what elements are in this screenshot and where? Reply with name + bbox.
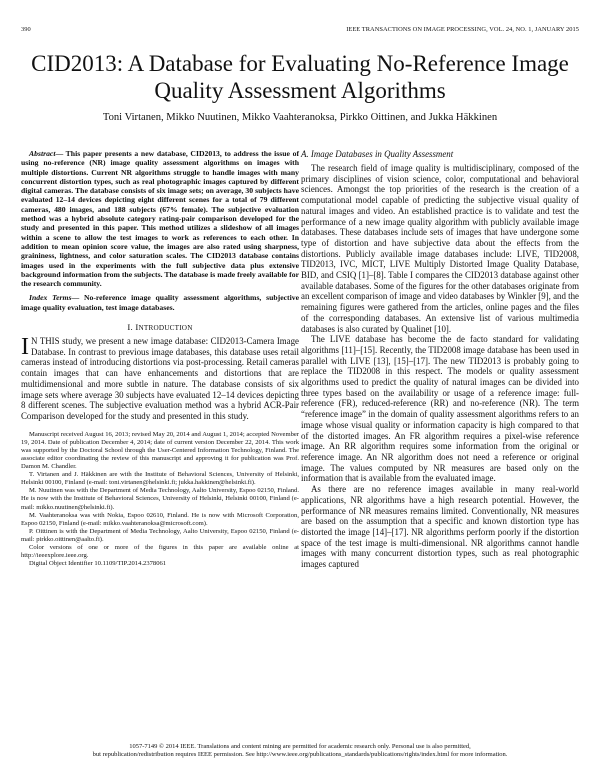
abstract-label: Abstract: [29, 149, 56, 158]
abstract: [21, 149, 299, 288]
copyright-footer: [20, 743, 580, 759]
body-paragraph: The LIVE database has become the de facto standard for validating algorithms [11]–[15]. Recently, the TID2008 image database has been used in parallel with LIVE [13], [15]–[17]. The new TID2013 is probably going to replace the TID2008 in this respect. The models or quality assessment algorithms used to predict the quality of natural images can be divided into three types based on the availability or usage of a reference image: full-reference (FR), reduced-reference (RR) and no-reference (NR). The term “reference image” in the domain of quality assessment algorithms refers to an image whose visual quality or information capacity is high compared to that of the distorted images. An FR algorithm requires a pixel-wise reference image. An RR algorithm requires some information from the original or reference image. An NR algorithm does not need a reference or original image. The values computed by NR measures are based only on the information that is available from the evaluated image.: [301, 334, 579, 484]
introduction-paragraph: [21, 336, 299, 422]
section-initial: I: [135, 322, 139, 333]
section-title-rest: NTRODUCTION: [138, 324, 193, 333]
page-number: 390: [21, 26, 31, 33]
running-header: [21, 26, 579, 33]
author-list: Toni Virtanen, Mikko Nuutinen, Mikko Vaahteranoksa, Pirkko Oittinen, and Jukka Häkkinen: [102, 112, 498, 123]
footnote-author-2: M. Nuutinen was with the Department of Media Technology, Aalto University, Espoo 02150, Finland. He is now with the Institute of Behavioral Sciences, University of Helsinki, Helsinki 00100, Finland (e-mail: mikko.nuutinen@helsinki.fi).: [21, 487, 299, 511]
footnote-author-1: T. Virtanen and J. Häkkinen are with the Institute of Behavioral Sciences, University of Helsinki, Helsinki 00100, Finland (e-mail: toni.virtanen@helsinki.fi; jukka.hakkinen@helsinki.fi).: [21, 471, 299, 487]
paper-title: CID2013: A Database for Evaluating No-Reference Image Quality Assessment Algorithms: [31, 51, 569, 103]
section-numeral: I.: [127, 322, 133, 333]
footnote-manuscript: Manuscript received August 16, 2013; revised May 20, 2014 and August 1, 2014; accepted November 19, 2014. Date of publication December 4, 2014; date of current version December 22, 2014. This work was supported by the Doctoral School through the User-Centered Information Technology, Finland. The associate editor coordinating the review of this manuscript and approving it for publication was Prof. Damon M. Chandler.: [21, 430, 299, 471]
index-terms-text: — No-reference image quality assessment algorithms, subjective image quality evaluation, test image databases.: [21, 293, 299, 312]
abstract-text: — This paper presents a new database, CID2013, to address the issue of using no-reference (NR) image quality assessment algorithms on images with multiple distortions. Current NR algorithms struggle to handle images with many concurrent distortion types, such as real photographic images captured by different digital cameras. The database consists of six image sets; on average, 30 subjects have evaluated 12–14 devices depicting eight different scenes for a total of 79 different cameras, 480 images, and 188 subjects (67% female). The subjective evaluation method was a hybrid absolute category rating-pair comparison developed for the study and presented in this paper. This method utilizes a slideshow of all images within a scene to allow the test images to work as references to each other. In addition to mean opinion score value, the images are also rated using sharpness, graininess, lightness, and color saturation scales. The CID2013 database contains images used in the experiments with the full subjective data plus extensive background information from the subjects. The database is made freely available for the research community.: [21, 149, 299, 289]
right-column: [301, 149, 579, 570]
body-paragraph: As there are no reference images available in many real-world applications, NR algorithms have a high research potential. However, the performance of NR measures remains limited. Conventionally, NR measures are based on the assumption that a specific and known distortion type has distorted the image [14]–[17]. NR algorithms perform poorly if the distortion space of the test image is multi-dimensional. NR algorithms cannot handle images with many concurrent distortion types, such as real photographic images captured: [301, 484, 579, 570]
subsection-heading: A. Image Databases in Quality Assessment: [301, 149, 454, 159]
body-paragraph: The research field of image quality is multidisciplinary, composed of the primary disciplines of vision science, color, computational and behavioral sciences. Amongst the top priorities of the research is the creation of a computational model capable of predicting the subjective visual quality of natural images and video. An established practice is to validate and test the performance of a new image quality algorithm with publicly available image databases. These databases include sets of images that have undergone some type of distortion and have subjective data about the effects from the distortions. Publicly available image databases include: LIVE, TID2008, TID2013, IVC, MICT, LIVE Multiply Distorted Image Quality Database, BID, and CSIQ [1]–[8]. Table I compares the CID2013 database against other available databases. Some of the figures for the other databases originate from an excellent comparison of image and video databases by Winkler [9], and the remaining figures were gathered from the articles, online pages and the files of the corresponding databases. An extensive list of various multimedia databases is also curated by Qualinet [10].: [301, 163, 579, 334]
section-heading-introduction: [21, 322, 299, 332]
index-terms-label: Index Terms: [29, 293, 72, 303]
introduction-text: N THIS study, we present a new image database: CID2013-Camera Image Database. In contrast to previous image databases, this database uses retail cameras instead of introducing distortions via post-processing. Retail cameras contain images that can have enhancements and distortions that are multidimensional and more subtle in nature. The database consists of six image sets where average 30 subjects have evaluated 12–14 devices depicting 8 different scenes. The subjective evaluation method was a hybrid ACR-Pair Comparison developed for the study and presented in this study.: [21, 336, 299, 421]
footnote-author-4: P. Oittinen is with the Department of Media Technology, Aalto University, Espoo 02150, Finland (e-mail: pirkko.oittinen@aalto.fi).: [21, 527, 299, 543]
footnotes: [21, 428, 299, 569]
left-column: [21, 149, 299, 568]
journal-name: IEEE TRANSACTIONS ON IMAGE PROCESSING, VOL. 24, NO. 1, JANUARY 2015: [346, 26, 579, 33]
drop-cap: I: [21, 334, 29, 361]
footnote-author-3: M. Vaahteranoksa was with Nokia, Espoo 02610, Finland. He is now with Microsoft Corporation, Espoo 02150, Finland (e-mail: mikko.vaahteranoksa@microsoft.com).: [21, 511, 299, 527]
index-terms: [21, 293, 299, 312]
footnote-color-versions: Color versions of one or more of the figures in this paper are available online at http://ieeexplore.ieee.org.: [21, 543, 299, 560]
footnote-doi: Digital Object Identifier 10.1109/TIP.2014.2378061: [29, 560, 167, 568]
copyright-line-2: but republication/redistribution requires IEEE permission. See http://www.ieee.org/publications_standards/publications/rights/index.html for more information.: [92, 751, 508, 759]
copyright-line-1: 1057-7149 © 2014 IEEE. Translations and content mining are permitted for academic research only. Personal use is also permitted,: [129, 743, 471, 750]
